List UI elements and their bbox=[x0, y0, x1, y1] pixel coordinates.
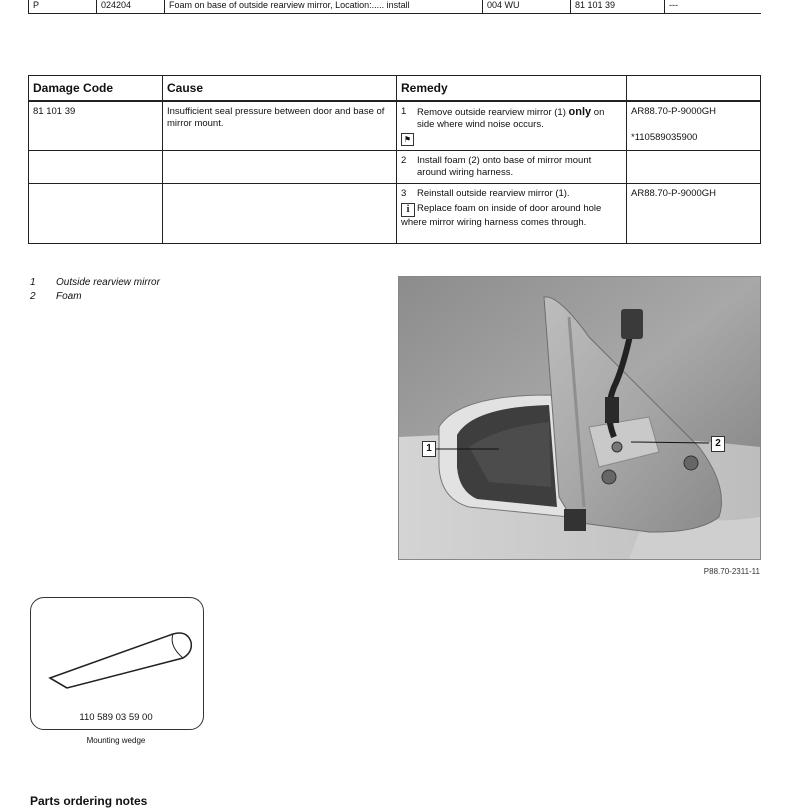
damage-code-cell: 81 101 39 bbox=[29, 101, 163, 151]
step-number: 3 bbox=[401, 188, 407, 199]
callout-2: 2 bbox=[711, 436, 725, 452]
reference-cell bbox=[627, 184, 761, 244]
remedy-cell bbox=[397, 151, 627, 184]
note-block bbox=[401, 203, 622, 229]
tool-number: 110 589 03 59 00 bbox=[79, 712, 153, 723]
legend-item bbox=[30, 276, 160, 290]
mirror-photo-illustration bbox=[399, 277, 760, 559]
damage-remedy-table bbox=[28, 75, 761, 244]
cause-cell bbox=[163, 151, 397, 184]
legend-item bbox=[30, 290, 160, 304]
step-number: 2 bbox=[401, 155, 407, 166]
figure-reference: P88.70-2311-11 bbox=[703, 567, 760, 576]
tool-card bbox=[30, 597, 204, 730]
tool-reference[interactable]: *110589035900 bbox=[631, 132, 698, 143]
top-cell-damage-code: 81 101 39 bbox=[571, 0, 665, 14]
step-emphasis: only bbox=[568, 106, 592, 118]
step-text bbox=[417, 106, 622, 131]
table-row bbox=[29, 151, 761, 184]
step-number: 1 bbox=[401, 106, 407, 117]
step-text: Reinstall outside rearview mirror (1). bbox=[417, 188, 570, 199]
cause-cell: Insufficient seal pressure between door and base of mirror mount. bbox=[163, 101, 397, 151]
reference-cell bbox=[627, 151, 761, 184]
step-text-part: Remove outside rearview mirror (1) bbox=[417, 107, 566, 118]
info-icon: i bbox=[401, 203, 415, 217]
mounting-wedge-icon bbox=[45, 626, 195, 696]
table-row bbox=[29, 101, 761, 151]
step-text-part-2: on side where wind noise occurs. bbox=[417, 107, 605, 130]
section-heading: Parts ordering notes bbox=[30, 794, 148, 808]
note-text: Replace foam on inside of door around hole where mirror wiring harness comes through. bbox=[401, 203, 602, 228]
damage-code-cell bbox=[29, 151, 163, 184]
mirror-figure bbox=[398, 276, 761, 560]
header-cause: Cause bbox=[163, 76, 397, 102]
top-cell-op-number: 024204 bbox=[97, 0, 165, 14]
remedy-cell bbox=[397, 101, 627, 151]
damage-code-cell bbox=[29, 184, 163, 244]
top-cell-description: Foam on base of outside rearview mirror, Location:..... install bbox=[165, 0, 483, 14]
reference-link[interactable]: AR88.70-P-9000GH bbox=[631, 106, 717, 117]
callout-1: 1 bbox=[422, 441, 436, 457]
tool-caption: Mounting wedge bbox=[86, 736, 146, 745]
table-header-row bbox=[29, 76, 761, 102]
remedy-cell bbox=[397, 184, 627, 244]
previous-table-row bbox=[28, 0, 761, 14]
header-remedy: Remedy bbox=[397, 76, 627, 102]
legend-number: 1 bbox=[30, 277, 36, 288]
header-damage-code: Damage Code bbox=[29, 76, 163, 102]
special-tool-icon: ⚑ bbox=[401, 133, 414, 146]
reference-cell bbox=[627, 101, 761, 151]
figure-legend bbox=[30, 276, 160, 304]
cause-cell bbox=[163, 184, 397, 244]
table-row bbox=[29, 184, 761, 244]
step-text: Install foam (2) onto base of mirror mount around wiring harness. bbox=[417, 155, 592, 178]
legend-label: Outside rearview mirror bbox=[56, 277, 160, 288]
header-reference bbox=[627, 76, 761, 102]
top-cell-time: 004 WU bbox=[483, 0, 571, 14]
top-cell-type: P bbox=[29, 0, 97, 14]
legend-number: 2 bbox=[30, 291, 36, 302]
reference-link[interactable]: AR88.70-P-9000GH bbox=[631, 188, 717, 199]
legend-label: Foam bbox=[56, 291, 82, 302]
top-cell-extra: --- bbox=[665, 0, 761, 14]
